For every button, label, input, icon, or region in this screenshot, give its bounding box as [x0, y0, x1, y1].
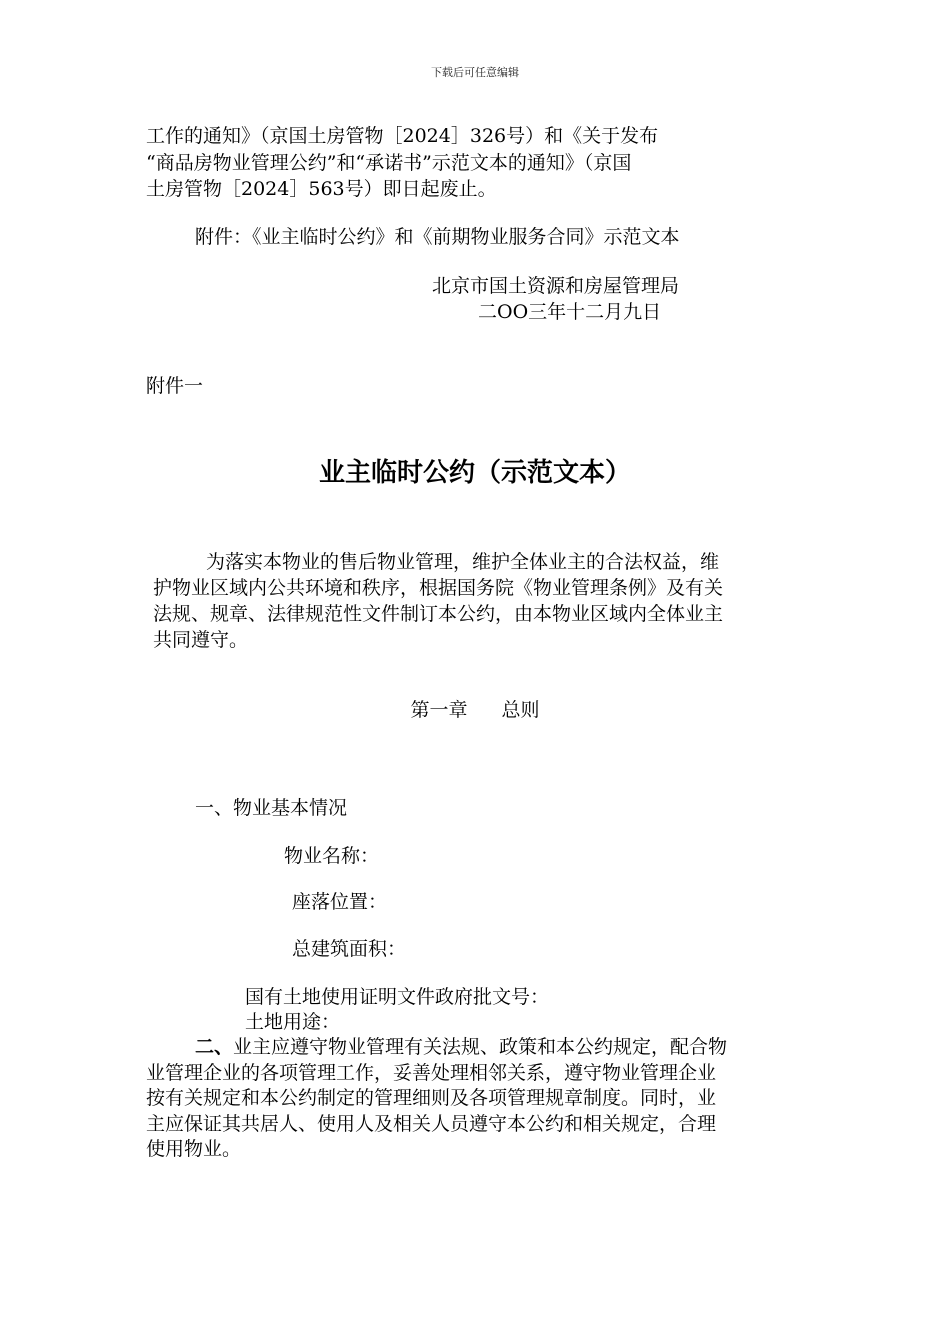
attachment-line: 附件：《业主临时公约》和《前期物业服务合同》示范文本 [195, 226, 680, 248]
preamble-line-1: 为落实本物业的售后物业管理，维护全体业主的合法权益，维 [206, 551, 720, 573]
intro-line-3: 土房管物［2024］563号）即日起废止。 [146, 178, 497, 200]
preamble-line-3: 法规、规章、法律规范性文件制订本公约，由本物业区域内全体业主 [153, 603, 724, 625]
field-total-area: 总建筑面积： [292, 938, 407, 960]
section1-heading: 一、物业基本情况 [195, 797, 348, 819]
section2-line-3: 按有关规定和本公约制定的管理细则及各项管理规章制度。同时，业 [146, 1087, 717, 1109]
document-title: 业主临时公约（示范文本） [318, 458, 631, 488]
preamble-line-4: 共同遵守。 [153, 629, 249, 651]
section2-line-2: 业管理企业的各项管理工作，妥善处理相邻关系，遵守物业管理企业 [146, 1062, 717, 1084]
section2-number: 二、 [195, 1036, 234, 1058]
chapter-number: 第一章 [410, 699, 468, 721]
chapter-name: 总则 [501, 699, 540, 721]
chapter-heading [0, 698, 950, 722]
intro-line-2: “商品房物业管理公约”和“承诺书”示范文本的通知》（京国 [146, 152, 632, 174]
signature-date: 二OO三年十二月九日 [478, 301, 662, 323]
signature-org: 北京市国土资源和房屋管理局 [432, 275, 680, 297]
header-note: 下载后可任意编辑 [431, 66, 519, 79]
section2-line-1 [195, 1035, 727, 1059]
section2-line-5: 使用物业。 [146, 1138, 242, 1160]
field-property-name: 物业名称： [284, 845, 380, 867]
field-location: 座落位置： [292, 891, 388, 913]
preamble-line-2: 护物业区域内公共环境和秩序，根据国务院《物业管理条例》及有关 [153, 577, 724, 599]
field-land-use: 土地用途： [245, 1011, 341, 1033]
attachment-label: 附件一 [146, 375, 204, 397]
intro-line-1: 工作的通知》（京国土房管物［2024］326号）和《关于发布 [146, 125, 659, 147]
section2-line-4: 主应保证其共居人、使用人及相关人员遵守本公约和相关规定，合理 [146, 1113, 717, 1135]
section2-text-1: 业主应遵守物业管理有关法规、政策和本公约规定，配合物 [233, 1036, 728, 1058]
field-land-document: 国有土地使用证明文件政府批文号： [245, 986, 550, 1008]
